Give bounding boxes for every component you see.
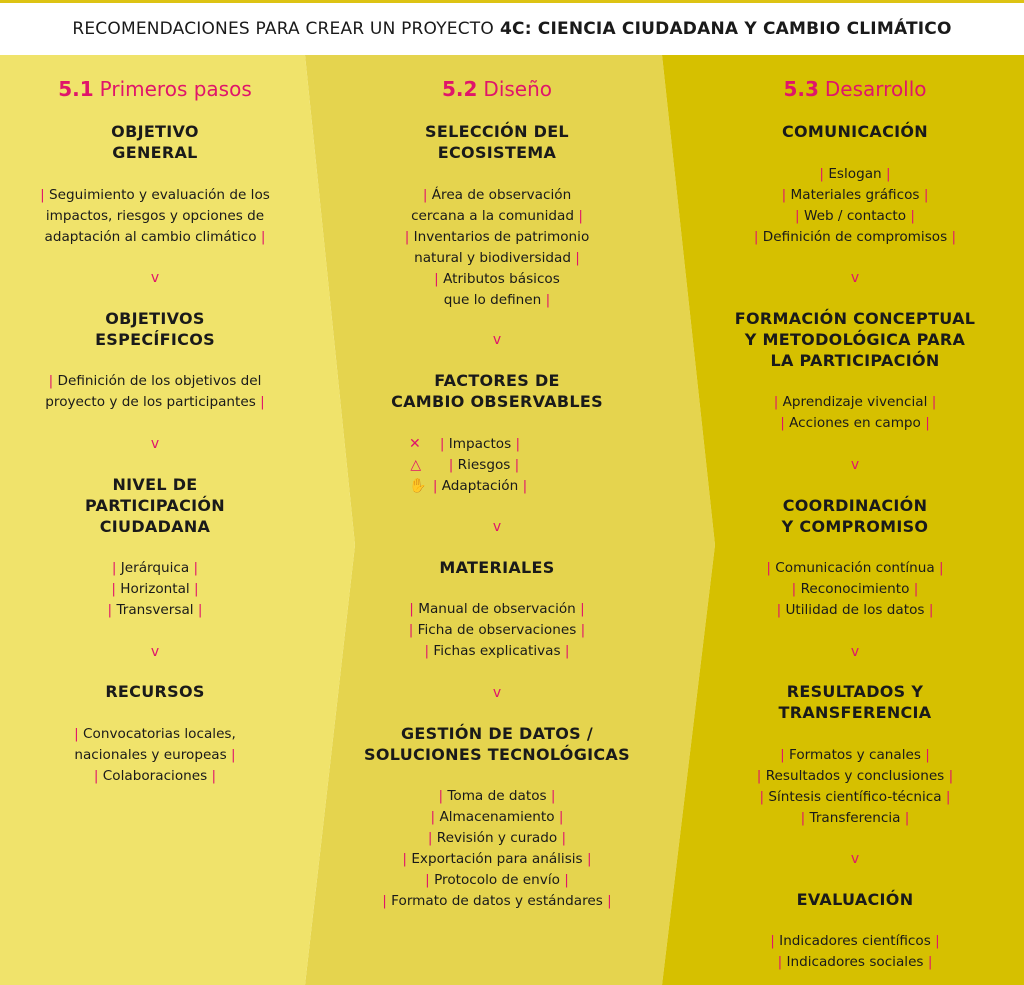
section-title-seleccion-ecosistema	[342, 121, 652, 163]
separator-bar: |	[951, 229, 957, 245]
column-title	[0, 77, 310, 101]
column-number: 5.2	[441, 77, 478, 101]
item-line: | Formato de datos y estándares |	[382, 893, 612, 909]
separator-bar: |	[925, 415, 930, 431]
separator-bar: |	[885, 166, 891, 182]
column-name: Desarrollo	[824, 77, 927, 101]
section-title-formacion	[700, 308, 1010, 371]
separator-bar: |	[923, 187, 929, 203]
item-line: | Ficha de observaciones |	[408, 622, 586, 638]
chevron-down-icon: v	[850, 270, 860, 286]
separator-bar: |	[580, 601, 585, 617]
separator-bar: |	[260, 394, 265, 410]
item-line: adaptación al cambio climático |	[44, 229, 266, 245]
separator-bar: |	[904, 810, 910, 826]
title-line: PARTICIPACIÓN	[84, 496, 226, 515]
item-line: | Síntesis científico-técnica |	[759, 789, 951, 805]
item-line: | Toma de datos |	[438, 788, 556, 804]
section-title-nivel-participacion	[0, 474, 310, 537]
separator-bar: |	[586, 851, 592, 867]
separator-bar: |	[766, 560, 771, 576]
section-items	[342, 599, 652, 662]
separator-bar: |	[522, 478, 528, 494]
separator-bar: |	[515, 436, 521, 452]
item-line: | Definición de compromisos |	[753, 229, 957, 245]
page-header	[0, 3, 1024, 55]
separator-bar: |	[759, 789, 765, 805]
chevron-down-icon: v	[492, 685, 502, 701]
item-line: | Utilidad de los datos |	[776, 602, 934, 618]
title-line: MATERIALES	[439, 558, 555, 577]
item-line: | Adaptación |	[432, 478, 528, 494]
item-line: | Riesgos |	[448, 457, 520, 473]
separator-bar: |	[945, 789, 951, 805]
section-items	[0, 724, 310, 787]
separator-bar: |	[409, 601, 414, 617]
section-title-coordinacion	[700, 495, 1010, 537]
chevron-down-icon: v	[850, 457, 860, 473]
title-line: RECURSOS	[105, 682, 205, 701]
separator-bar: |	[231, 747, 236, 763]
title-line: CAMBIO OBSERVABLES	[391, 392, 603, 411]
separator-bar: |	[780, 747, 785, 763]
item-line: | Aprendizaje vivencial |	[773, 394, 937, 410]
separator-bar: |	[780, 415, 785, 431]
item-line: cercana a la comunidad |	[411, 208, 583, 224]
item-line: | Horizontal |	[111, 581, 199, 597]
title-line: CIUDADANA	[99, 517, 211, 536]
item-line: | Formatos y canales |	[780, 747, 930, 763]
separator-bar: |	[781, 187, 787, 203]
title-line: Y COMPROMISO	[781, 517, 929, 536]
column-primeros-pasos	[0, 55, 310, 985]
title-line: Y METODOLÓGICA PARA	[744, 330, 966, 349]
title-line: ECOSISTEMA	[437, 143, 557, 162]
separator-bar: |	[193, 560, 199, 576]
separator-bar: |	[40, 187, 45, 203]
item-line: | Web / contacto |	[795, 208, 915, 224]
item-line: | Convocatorias locales,	[74, 726, 236, 742]
column-diseno	[342, 55, 652, 985]
item-line: | Fichas explicativas |	[424, 643, 570, 659]
separator-bar: |	[931, 394, 937, 410]
separator-bar: |	[93, 768, 99, 784]
separator-bar: |	[558, 809, 564, 825]
separator-bar: |	[404, 229, 410, 245]
section-title-materiales	[342, 557, 652, 578]
chevron-down-icon: v	[492, 332, 502, 348]
column-title	[700, 77, 1010, 101]
section-items	[700, 745, 1010, 829]
column-name: Diseño	[483, 77, 553, 101]
separator-bar: |	[434, 271, 439, 287]
separator-bar: |	[564, 643, 570, 659]
item-line: | Eslogan |	[819, 166, 891, 182]
section-title-objetivo-general	[0, 121, 310, 163]
section-title-resultados	[700, 681, 1010, 723]
title-line: OBJETIVOS	[105, 309, 205, 328]
triangle-icon: △	[410, 457, 422, 473]
item-line: | Revisión y curado |	[427, 830, 567, 846]
separator-bar: |	[111, 560, 117, 576]
item-line: | Reconocimiento |	[791, 581, 919, 597]
section-items	[0, 558, 310, 621]
separator-bar: |	[939, 560, 944, 576]
title-line: RESULTADOS Y	[786, 682, 924, 701]
separator-bar: |	[432, 478, 438, 494]
title-line: SOLUCIONES TECNOLÓGICAS	[364, 745, 630, 764]
section-title-evaluacion	[700, 889, 1010, 910]
item-line: | Indicadores científicos |	[770, 933, 940, 949]
title-line: FACTORES DE	[434, 371, 560, 390]
section-items	[700, 931, 1010, 973]
item-line: | Seguimiento y evaluación de los	[40, 187, 270, 203]
title-line: OBJETIVO	[111, 122, 199, 141]
column-title	[342, 77, 652, 101]
separator-bar: |	[425, 872, 430, 888]
header-prefix: RECOMENDACIONES PARA CREAR UN PROYECTO	[72, 19, 494, 39]
section-title-factores-cambio	[342, 370, 652, 412]
item-line: | Protocolo de envío |	[425, 872, 569, 888]
column-name: Primeros pasos	[99, 77, 252, 101]
separator-bar: |	[580, 622, 586, 638]
separator-bar: |	[424, 643, 430, 659]
item-line: | Inventarios de patrimonio	[404, 229, 590, 245]
separator-bar: |	[578, 208, 583, 224]
separator-bar: |	[197, 602, 203, 618]
hand-icon: ✋	[409, 478, 427, 494]
separator-bar: |	[430, 809, 436, 825]
separator-bar: |	[913, 581, 919, 597]
item-line: | Comunicación contínua |	[766, 560, 944, 576]
factor-row	[342, 476, 652, 497]
separator-bar: |	[48, 373, 54, 389]
title-line: FORMACIÓN CONCEPTUAL	[734, 309, 976, 328]
column-number: 5.3	[783, 77, 819, 101]
header-title-bold: 4C: CIENCIA CIUDADANA Y CAMBIO CLIMÁTICO	[499, 19, 952, 39]
separator-bar: |	[427, 830, 433, 846]
separator-bar: |	[514, 457, 520, 473]
chevron-down-icon: v	[850, 851, 860, 867]
separator-bar: |	[422, 187, 428, 203]
item-line: proyecto y de los participantes |	[45, 394, 265, 410]
separator-bar: |	[561, 830, 567, 846]
item-line: | Colaboraciones |	[93, 768, 217, 784]
separator-bar: |	[211, 768, 217, 784]
title-line: GESTIÓN DE DATOS /	[400, 724, 594, 743]
item-line: | Almacenamiento |	[430, 809, 564, 825]
separator-bar: |	[756, 768, 762, 784]
separator-bar: |	[575, 250, 580, 266]
item-line: | Exportación para análisis |	[402, 851, 592, 867]
item-line: | Transferencia |	[800, 810, 910, 826]
section-items	[700, 558, 1010, 621]
section-items	[700, 392, 1010, 434]
section-items	[342, 786, 652, 912]
item-line: nacionales y europeas |	[74, 747, 236, 763]
column-number: 5.1	[58, 77, 94, 101]
section-title-recursos	[0, 681, 310, 702]
chevron-down-icon: v	[492, 519, 502, 535]
separator-bar: |	[773, 394, 779, 410]
item-line: | Jerárquica |	[111, 560, 199, 576]
item-line: natural y biodiversidad |	[414, 250, 580, 266]
item-line: | Definición de los objetivos del	[48, 373, 262, 389]
separator-bar: |	[776, 602, 782, 618]
separator-bar: |	[402, 851, 408, 867]
chevron-down-icon: v	[850, 644, 860, 660]
chevron-down-icon: v	[150, 644, 160, 660]
title-line: NIVEL DE	[112, 475, 198, 494]
separator-bar: |	[795, 208, 800, 224]
separator-bar: |	[935, 933, 940, 949]
item-line: | Acciones en campo |	[780, 415, 930, 431]
separator-bar: |	[564, 872, 569, 888]
separator-bar: |	[777, 954, 783, 970]
section-title-comunicacion	[700, 121, 1010, 142]
separator-bar: |	[927, 954, 933, 970]
title-line: COMUNICACIÓN	[781, 122, 928, 141]
item-line: | Impactos |	[439, 436, 521, 452]
separator-bar: |	[107, 602, 113, 618]
item-line: | Resultados y conclusiones |	[756, 768, 954, 784]
chevron-down-icon: v	[150, 436, 160, 452]
separator-bar: |	[438, 788, 444, 804]
separator-bar: |	[753, 229, 759, 245]
chevron-down-icon: v	[150, 270, 160, 286]
title-line: SELECCIÓN DEL	[425, 122, 569, 141]
section-title-gestion-datos	[342, 723, 652, 765]
separator-bar: |	[819, 166, 824, 182]
section-title-objetivos-especificos	[0, 308, 310, 350]
title-line: LA PARTICIPACIÓN	[770, 351, 940, 370]
separator-bar: |	[448, 457, 454, 473]
separator-bar: |	[925, 747, 930, 763]
factor-row	[342, 434, 652, 455]
separator-bar: |	[550, 788, 556, 804]
factor-row	[342, 455, 652, 476]
separator-bar: |	[545, 292, 551, 308]
item-line: | Atributos básicos	[434, 271, 560, 287]
separator-bar: |	[194, 581, 199, 597]
separator-bar: |	[770, 933, 775, 949]
separator-bar: |	[948, 768, 954, 784]
separator-bar: |	[111, 581, 116, 597]
item-line: impactos, riesgos y opciones de	[45, 208, 265, 224]
separator-bar: |	[74, 726, 79, 742]
section-items-factores	[342, 434, 652, 497]
separator-bar: |	[791, 581, 797, 597]
separator-bar: |	[928, 602, 934, 618]
title-line: ESPECÍFICOS	[95, 330, 215, 349]
separator-bar: |	[910, 208, 915, 224]
separator-bar: |	[408, 622, 414, 638]
section-items	[700, 164, 1010, 248]
section-items	[0, 185, 310, 248]
separator-bar: |	[439, 436, 445, 452]
title-line: GENERAL	[112, 143, 198, 162]
crossed-arrows-icon: ✕	[409, 436, 421, 452]
separator-bar: |	[607, 893, 612, 909]
title-line: COORDINACIÓN	[782, 496, 928, 515]
section-items	[342, 185, 652, 311]
separator-bar: |	[800, 810, 806, 826]
item-line: | Materiales gráficos |	[781, 187, 929, 203]
item-line: | Manual de observación |	[409, 601, 585, 617]
separator-bar: |	[382, 893, 387, 909]
column-desarrollo	[700, 55, 1010, 985]
title-line: EVALUACIÓN	[796, 890, 914, 909]
section-items	[0, 371, 310, 413]
separator-bar: |	[260, 229, 266, 245]
item-line: | Transversal |	[107, 602, 203, 618]
item-line: | Área de observación	[422, 187, 572, 203]
title-line: TRANSFERENCIA	[778, 703, 932, 722]
item-line: | Indicadores sociales |	[777, 954, 933, 970]
item-line: que lo definen |	[443, 292, 551, 308]
